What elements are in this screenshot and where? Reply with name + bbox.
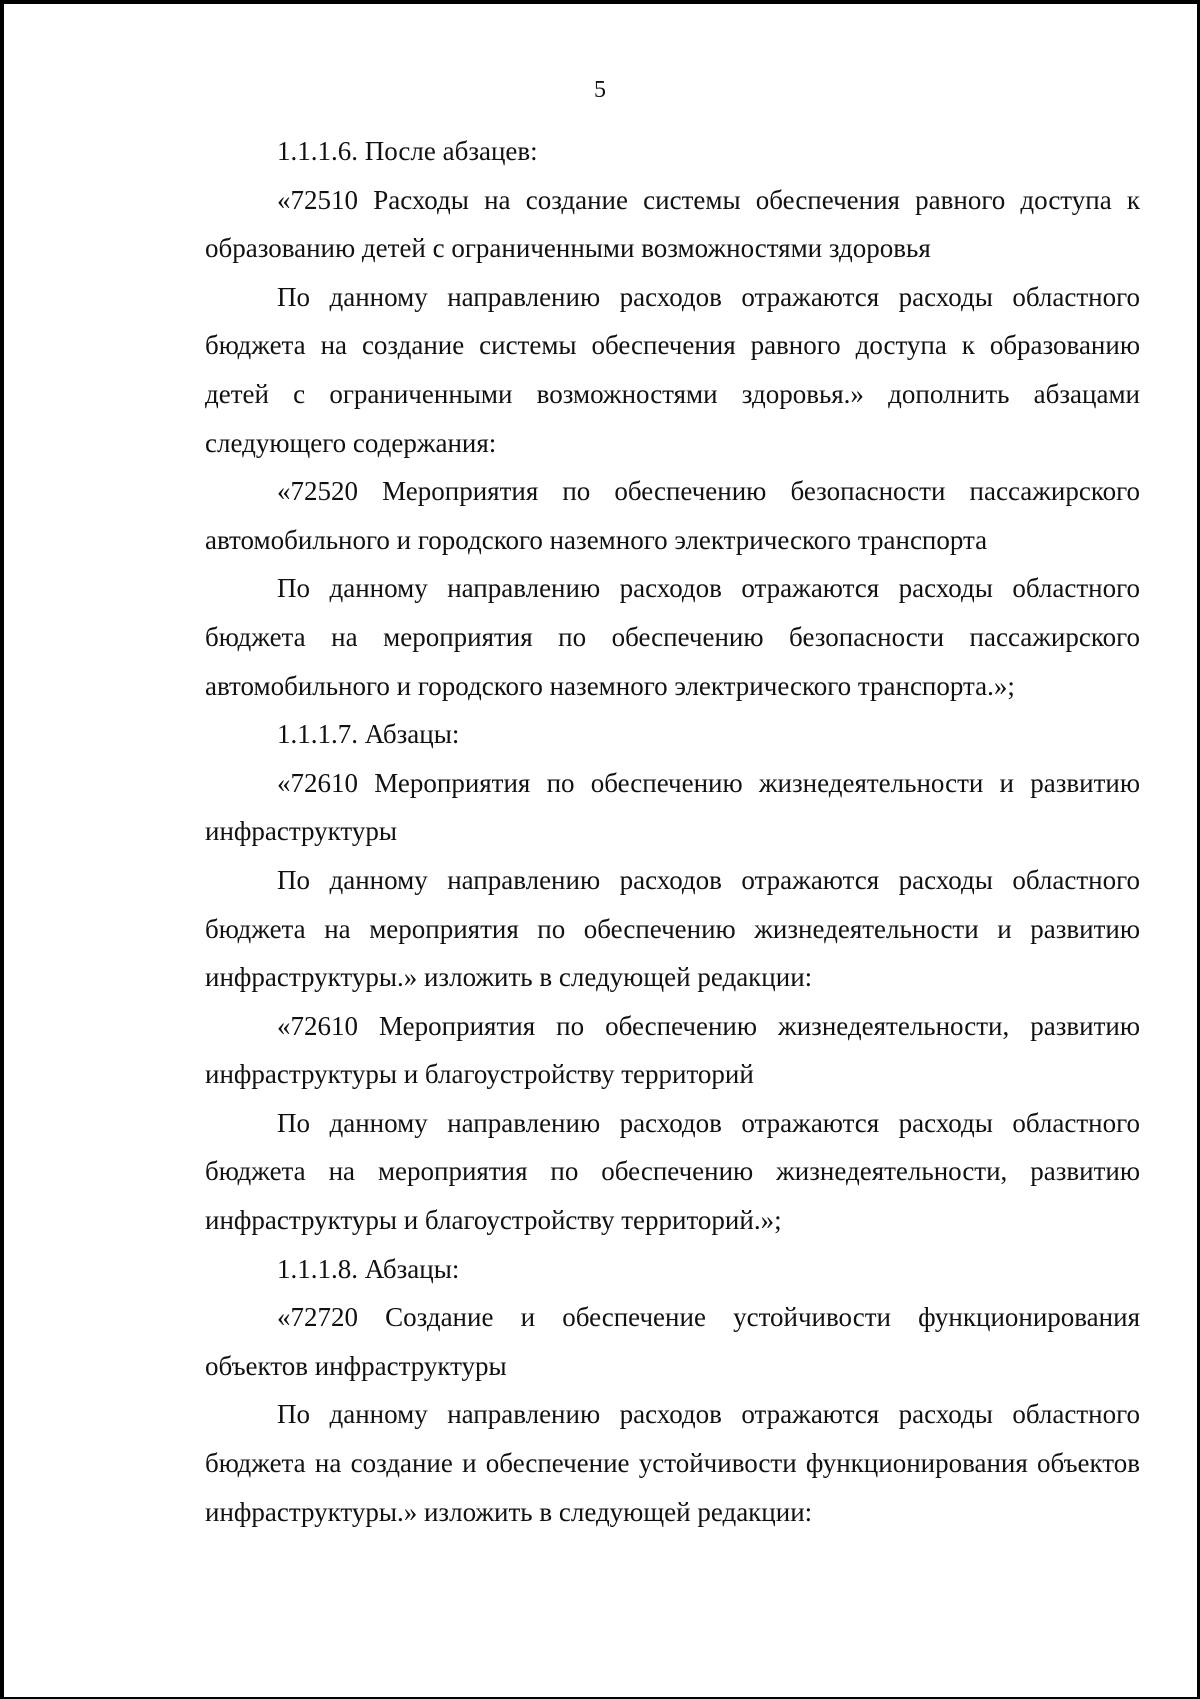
paragraph-72510-title: «72510 Расходы на создание системы обеспечения равного доступа к образованию детей с ограниченными возможностями здоровья [205,184,1140,264]
paragraph-72520-description: По данному направлению расходов отражаются расходы областного бюджета на мероприятия по обеспечению безопасности пассажирского автомобильного и городского наземного электрического транспорта.»; [205,573,1140,701]
paragraph-72510-description: По данному направлению расходов отражаются расходы областного бюджета на создание системы обеспечения равного доступа к образованию детей с ограниченными возможностями здоровья.» дополнить абзацами следующего содержания: [205,281,1140,458]
paragraph-72610-old-description: По данному направлению расходов отражаются расходы областного бюджета на мероприятия по обеспечению жизнедеятельности и развитию инфраструктуры.» изложить в следующей редакции: [205,864,1140,993]
section-heading-1-1-1-6: 1.1.1.6. После абзацев: [277,136,538,166]
paragraph-72610-new-description: По данному направлению расходов отражаются расходы областного бюджета на мероприятия по обеспечению жизнедеятельности, развитию инфраструктуры и благоустройству территорий.»; [205,1107,1140,1236]
page-number: 5 [594,77,606,103]
section-heading-1-1-1-8: 1.1.1.8. Абзацы: [277,1253,460,1284]
document-body [205,127,1140,1536]
paragraph-72720-title: «72720 Создание и обеспечение устойчивости функционирования объектов инфраструктуры [205,1302,1140,1381]
paragraph-72610-new-title: «72610 Мероприятия по обеспечению жизнедеятельности, развитию инфраструктуры и благоустройству территорий [205,1010,1140,1090]
paragraph-72610-old-title: «72610 Мероприятия по обеспечению жизнедеятельности и развитию инфраструктуры [205,767,1140,847]
paragraph-72720-description: По данному направлению расходов отражаются расходы областного бюджета на создание и обеспечение устойчивости функционирования объектов инфраструктуры.» изложить в следующей редакции: [205,1399,1140,1527]
section-heading-1-1-1-7: 1.1.1.7. Абзацы: [277,719,460,750]
paragraph-72520-title: «72520 Мероприятия по обеспечению безопасности пассажирского автомобильного и городского наземного электрического транспорта [205,476,1140,555]
